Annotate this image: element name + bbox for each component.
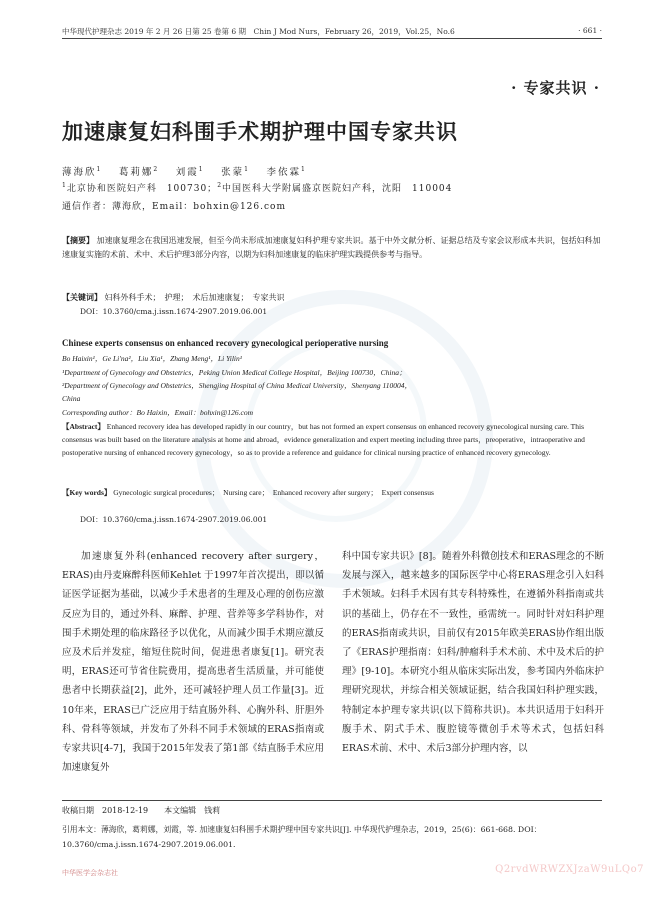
body-column-left xyxy=(62,547,324,777)
body-paragraph-right: 科中国专家共识》[8]。随着外科微创技术和ERAS理念的不断发展与深入，越来越多的国际医学中心将ERAS理念引入妇科手术领域。妇科手术因有其专科特殊性，在遵循外科指南或共识的基础上，仍存在不一致性，亟需统一。同时针对妇科护理的ERAS指南或共识，目前仅有2015年欧美ERAS协作组出版了《ERAS护理指南：妇科/肿瘤科手术术前、术中及术后的护理》[9-10]。本研究小组从临床实际出发，参考国内外临床护理研究现状，并综合相关领域证据，结合我国妇科护理实践，特制定本护理专家共识(以下简称共识)。本共识适用于妇科开腹手术、阴式手术、腹腔镜等微创手术等术式，包括妇科ERAS术前、术中、术后3部分护理内容，以 xyxy=(342,551,604,755)
body-column-right xyxy=(342,547,604,758)
english-affiliations xyxy=(62,366,602,405)
english-abstract-text: Enhanced recovery idea has developed rapidly in our country，but has not formed an expert consensus on enhanced recovery gynecological nursing care. This consensus was built based on the literature analysis at home and abroad，evidence generalization and expert meeting including three parts，preoperative，intraoperative and postoperative nursing of enhanced recovery gynecology，so as to provide a reference and guidance for clinical nursing practice of enhanced recovery gynecology. xyxy=(62,422,585,457)
received-date-editor: 收稿日期 2018-12-19 本文编辑 钱莉 xyxy=(62,806,221,815)
english-abstract xyxy=(62,420,602,459)
english-title: Chinese experts consensus on enhanced recovery gynecological perioperative nursing xyxy=(62,338,389,348)
keywords-cn-text: 妇科外科手术； 护理； 术后加速康复； 专家共识 xyxy=(104,293,285,302)
body-paragraph-left: 加速康复外科(enhanced recovery after surgery，ERAS)由丹麦麻醉科医师Kehlet 于1997年首次提出，即以循证医学证据为基础，以减少手术患者的生理及心理的创伤应激反应为目的，通过外科、麻醉、护理、营养等多学科协作，对围手术期处理的临床路径予以优化，从而减少围手术期应激反应及术后并发症，缩短住院时间，促进患者康复[1]。研究表明，ERAS还可节省住院费用，提高患者生活质量，并可能使患者中长期获益[2]，此外，还可减轻护理人员工作量[3]。近10年来，ERAS已广泛应用于结直肠外科、心胸外科、肝胆外科、骨科等领域，并发布了外科不同手术领域的ERAS指南或专家共识[4-7]，我国于2015年发表了第1部《结直肠手术应用加速康复外 xyxy=(62,551,324,774)
author-list xyxy=(62,164,307,178)
author-mark: 2 xyxy=(153,165,160,173)
keywords-cn xyxy=(62,290,604,305)
english-keywords xyxy=(62,486,602,499)
corresponding-author: 通信作者：薄海欣，Email：bohxin@126.com xyxy=(62,202,286,212)
watermark-code: Q2rvdWRWZXJzaW9uLQo7 xyxy=(495,864,644,875)
author-name: 薄海欣 xyxy=(62,167,97,178)
publisher-logo: 中华医学会杂志社 xyxy=(62,869,118,877)
section-label: · 专家共识 · xyxy=(511,79,600,97)
author-name: 李依霖 xyxy=(266,167,302,178)
english-abstract-label: 【Abstract】 xyxy=(62,422,105,431)
keywords-cn-label: 【关键词】 xyxy=(62,292,102,302)
header-rule xyxy=(62,38,602,39)
author-mark: 1 xyxy=(301,165,307,173)
english-keywords-text: Gynecologic surgical procedures； Nursing care； Enhanced recovery after surgery； Expert consensus xyxy=(113,488,434,497)
journal-citation-header: 中华现代护理杂志 2019 年 2 月 26 日第 25 卷第 6 期 Chin J Mod Nurs，February 26，2019，Vol.25，No.6 xyxy=(62,27,455,36)
author-mark: 1 xyxy=(198,165,205,173)
author-name: 张蒙 xyxy=(221,167,245,178)
page-number: · 661 · xyxy=(578,26,602,35)
english-affiliation-2: ²Department of Gynecology and Obstetrics，Shengjing Hospital of China Medical University，Shenyang 110004， xyxy=(62,381,412,390)
english-affiliation-1: ¹Department of Gynecology and Obstetrics，Peking Union Medical College Hospital，Beijing 100730，China； xyxy=(62,368,407,377)
doi-en[interactable]: DOI：10.3760/cma.j.issn.1674-2907.2019.06.001 xyxy=(80,515,268,524)
english-authors: Bo Haixin¹，Ge Li'na²，Liu Xia¹，Zhang Meng¹，Li Yilin¹ xyxy=(62,354,243,363)
author-mark: 1 xyxy=(96,165,103,173)
abstract-cn xyxy=(62,233,604,262)
english-affiliation-3: China xyxy=(62,394,81,403)
affiliation-2: 中国医科大学附属盛京医院妇产科，沈阳 110004 xyxy=(222,184,453,194)
footer-rule xyxy=(62,800,602,801)
author-name: 刘霞 xyxy=(175,167,199,178)
english-corresponding-author: Corresponding author：Bo Haixin，Email：bohxin@126.com xyxy=(62,408,253,417)
author-mark: 1 xyxy=(244,165,250,173)
author-name: 葛莉娜 xyxy=(118,167,154,178)
abstract-cn-text: 加速康复理念在我国迅速发展，但至今尚未形成加速康复妇科护理专家共识。基于中外文献分析、证据总结及专家会议形成本共识，包括妇科加速康复实施的术前、术中、术后护理3部分内容，以期为妇科加速康复的临床护理实践提供参考与指导。 xyxy=(62,236,601,259)
abstract-cn-label: 【摘要】 xyxy=(62,235,94,245)
running-header xyxy=(62,26,602,37)
citation-text: 引用本文：薄海欣，葛莉娜，刘霞，等. 加速康复妇科围手术期护理中国专家共识[J]. 中华现代护理杂志，2019，25(6)：661-668. DOI：10.3760/cma.j.issn.1674-2907.2019.06.001. xyxy=(62,825,542,849)
article-title: 加速康复妇科围手术期护理中国专家共识 xyxy=(62,119,458,144)
affiliation-1: 北京协和医院妇产科 100730； xyxy=(66,184,218,194)
english-keywords-label: 【Key words】 xyxy=(62,488,112,497)
doi-cn[interactable]: DOI：10.3760/cma.j.issn.1674-2907.2019.06.001 xyxy=(80,307,268,316)
affiliations: $^1$北京协和医院妇产科 100730；$^2$中国医科大学附属盛京医院妇产科，沈阳 110004 xyxy=(62,182,453,194)
